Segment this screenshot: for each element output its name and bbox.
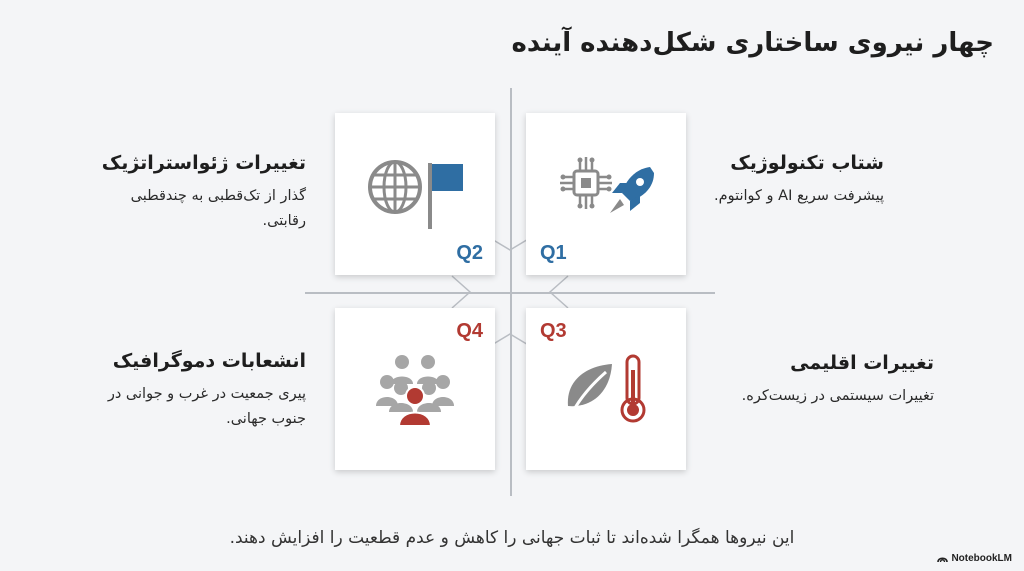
q4-description: پیری جمعیت در غرب و جوانی در جنوب جهانی. bbox=[107, 386, 306, 427]
q3-heading: تغییرات اقلیمی bbox=[790, 352, 934, 374]
leaf-icon bbox=[564, 362, 616, 428]
q1-heading: شتاب تکنولوژیک bbox=[730, 152, 884, 174]
q2-heading: تغییرات ژئواستراتژیک bbox=[101, 152, 306, 174]
footer-caption: این نیروها همگرا شده‌اند تا ثبات جهانی را کاهش و عدم قطعیت را افزایش دهند. bbox=[229, 528, 795, 548]
q1-description: پیشرفت سریع AI و کوانتوم. bbox=[714, 188, 884, 204]
page-title: چهار نیروی ساختاری شکل‌دهنده آینده bbox=[511, 28, 994, 58]
rocket-icon bbox=[606, 163, 656, 222]
card-q2 bbox=[335, 113, 495, 275]
thermometer-icon bbox=[618, 354, 648, 428]
q2-description: گذار از تک‌قطبی به چندقطبی رقابتی. bbox=[130, 188, 306, 229]
q4-text bbox=[96, 350, 306, 432]
q3-description: تغییرات سیستمی در زیست‌کره. bbox=[741, 388, 934, 404]
q2-text bbox=[96, 152, 306, 234]
q1-label: Q1 bbox=[540, 242, 567, 264]
notebooklm-icon bbox=[937, 554, 948, 563]
people-group-icon bbox=[375, 352, 455, 432]
flag-icon bbox=[427, 161, 467, 233]
card-q1 bbox=[526, 113, 686, 275]
brand-logo bbox=[937, 553, 1012, 564]
globe-icon bbox=[365, 157, 425, 221]
q3-text bbox=[714, 352, 934, 409]
q3-label: Q3 bbox=[540, 320, 567, 342]
card-q4 bbox=[335, 308, 495, 470]
q4-label: Q4 bbox=[456, 320, 483, 342]
brand-name: NotebookLM bbox=[951, 553, 1012, 564]
q4-heading: انشعابات دموگرافیک bbox=[112, 350, 306, 372]
q1-text bbox=[664, 152, 884, 209]
horizontal-axis bbox=[305, 292, 715, 294]
card-q3 bbox=[526, 308, 686, 470]
q2-label: Q2 bbox=[456, 242, 483, 264]
